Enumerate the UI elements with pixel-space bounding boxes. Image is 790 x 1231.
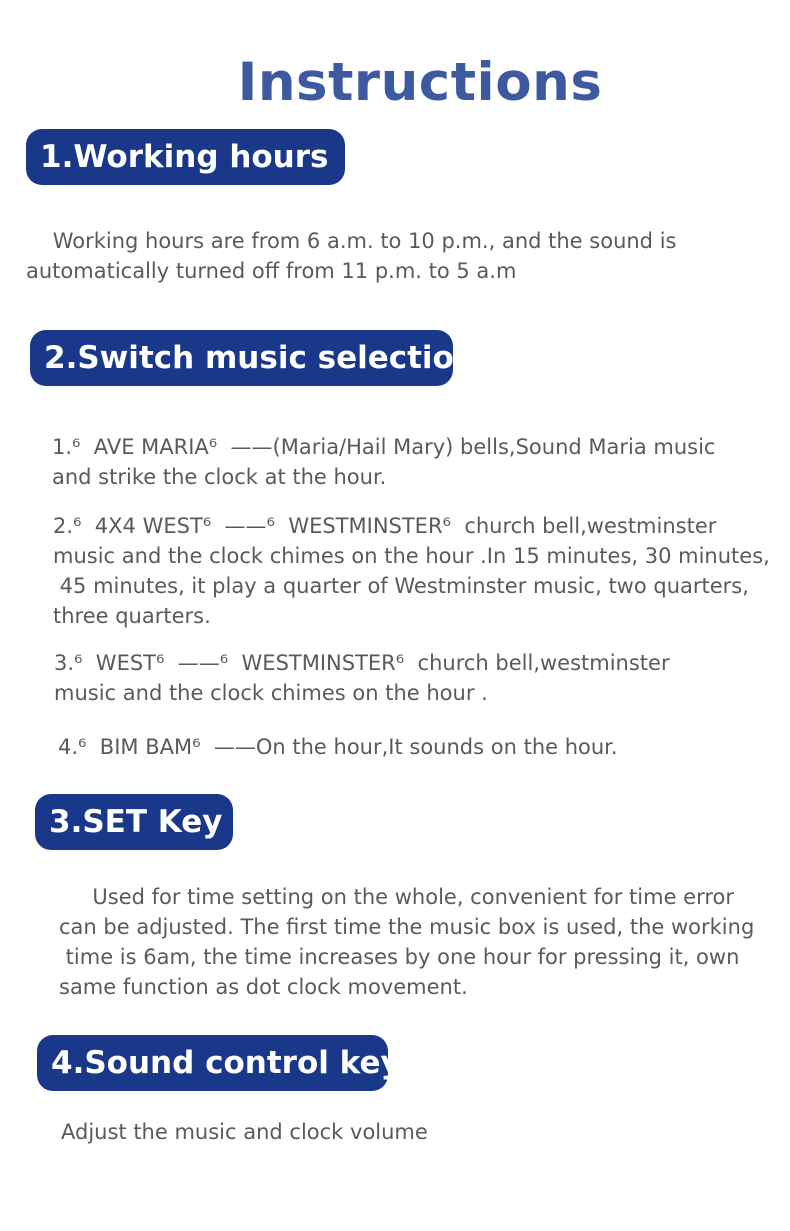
section-heading-switch-music: 2.Switch music selection bbox=[30, 330, 453, 386]
music-item-3-line-2: music and the clock chimes on the hour . bbox=[54, 681, 488, 705]
music-item-3-line-1: 3.⁶ WEST⁶ ——⁶ WESTMINSTER⁶ church bell,westminster bbox=[54, 651, 670, 675]
music-item-1-line-2: and strike the clock at the hour. bbox=[52, 465, 387, 489]
page-title: Instructions bbox=[237, 52, 603, 113]
working-hours-line-2: automatically turned off from 11 p.m. to 5 a.m bbox=[26, 259, 517, 283]
music-item-4-line-1: 4.⁶ BIM BAM⁶ ——On the hour,It sounds on the hour. bbox=[58, 735, 618, 759]
section-heading-working-hours: 1.Working hours bbox=[26, 129, 345, 185]
music-item-2-line-2: music and the clock chimes on the hour .In 15 minutes, 30 minutes, bbox=[53, 544, 770, 568]
section-heading-set-key: 3.SET Key bbox=[35, 794, 233, 850]
set-key-line-3: time is 6am, the time increases by one hour for pressing it, own bbox=[59, 945, 740, 969]
set-key-line-4: same function as dot clock movement. bbox=[59, 975, 468, 999]
music-item-1-line-1: 1.⁶ AVE MARIA⁶ ——(Maria/Hail Mary) bells,Sound Maria music bbox=[52, 435, 716, 459]
section-heading-sound-control: 4.Sound control key bbox=[37, 1035, 388, 1091]
set-key-line-1: Used for time setting on the whole, convenient for time error bbox=[59, 885, 735, 909]
music-item-2-line-1: 2.⁶ 4X4 WEST⁶ ——⁶ WESTMINSTER⁶ church bell,westminster bbox=[53, 514, 717, 538]
music-item-2-line-3: 45 minutes, it play a quarter of Westminster music, two quarters, bbox=[53, 574, 749, 598]
set-key-line-2: can be adjusted. The first time the music box is used, the working bbox=[59, 915, 755, 939]
working-hours-line-1: Working hours are from 6 a.m. to 10 p.m., and the sound is bbox=[26, 229, 677, 253]
sound-control-line-1: Adjust the music and clock volume bbox=[61, 1120, 428, 1144]
music-item-2-line-4: three quarters. bbox=[53, 604, 211, 628]
